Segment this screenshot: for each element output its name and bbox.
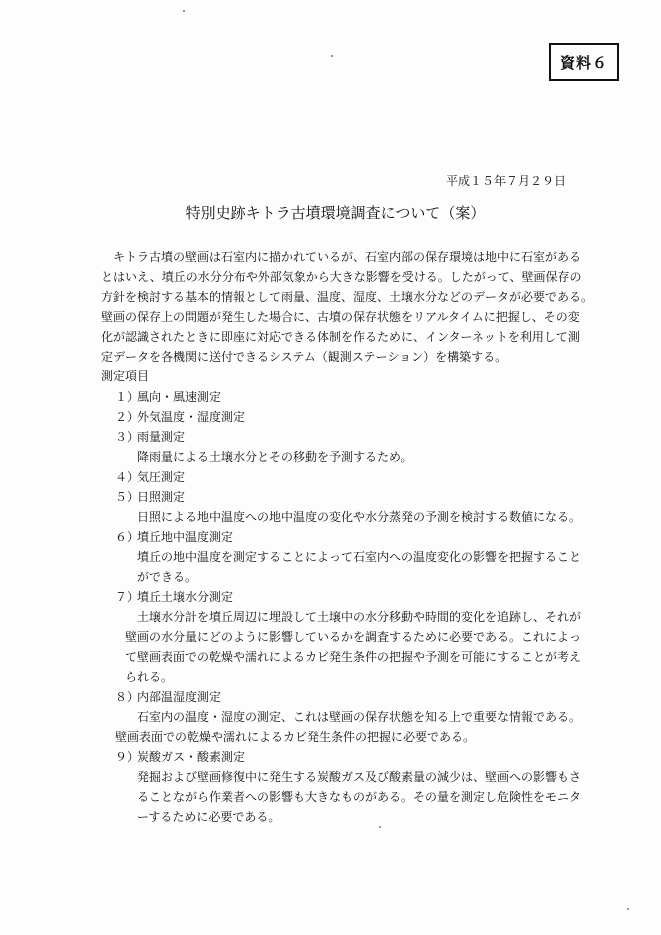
intro-line: 化が認識されたときに即座に対応できる体制を作るために、インターネットを利用して測 [101, 330, 580, 344]
intro-line: 方針を検討する基本的情報として雨量、温度、湿度、土壌水分などのデータが必要である。 [101, 290, 594, 304]
item-name: 炭酸ガス・酸素測定 [137, 750, 246, 764]
item-name: 墳丘土壌水分測定 [137, 590, 234, 604]
reference-label-box: 資料６ [549, 43, 619, 81]
measurement-items-heading: 測定項目 [101, 369, 150, 383]
scan-speck [331, 55, 333, 57]
item-name: 内部温湿度測定 [137, 690, 222, 704]
item-description-line: 降雨量による土壌水分とその移動を予測するため。 [137, 450, 413, 464]
item-number: ４） [115, 470, 140, 484]
item-heading [101, 687, 581, 707]
item-heading [101, 467, 581, 487]
item-heading [101, 487, 581, 507]
document-title: 特別史跡キトラ古墳環境調査について（案） [185, 204, 486, 222]
item-description-line: られる。 [125, 670, 174, 684]
item-name: 墳丘地中温度測定 [137, 530, 234, 544]
intro-line: 定データを各機関に送付できるシステム（観測ステーション）を構築する。 [101, 350, 508, 364]
item-description-line: 石室内の温度・湿度の測定、これは壁画の保存状態を知る上で重要な情報である。 [137, 710, 582, 724]
item-number: ３） [115, 430, 140, 444]
intro-line: 壁画の保存上の問題が発生した場合に、古墳の保存状態をリアルタイムに把握し、その変 [101, 310, 580, 324]
item-name: 風向・風速測定 [137, 390, 222, 404]
item-description-line: 壁画表面での乾燥や濡れによるカビ発生条件の把握に必要である。 [115, 730, 476, 744]
item-description-line: ができる。 [137, 570, 198, 584]
item-heading [101, 407, 581, 427]
scan-speck [627, 908, 629, 910]
measurement-items-list [101, 387, 581, 827]
item-number: ２） [115, 410, 140, 424]
intro-paragraph [101, 247, 594, 367]
item-heading [101, 527, 581, 547]
item-heading [101, 587, 581, 607]
scan-speck [183, 10, 185, 12]
item-description-line: 土壌水分計を墳丘周辺に埋設して土壌中の水分移動や時間的変化を追跡し、それが [137, 610, 582, 624]
item-heading [101, 387, 581, 407]
item-description-line: ーするために必要である。 [137, 810, 281, 824]
item-description-line: ることながら作業者への影響も大きなものがある。その量を測定し危険性をモニタ [137, 790, 582, 804]
item-number: ６） [115, 530, 140, 544]
item-heading [101, 747, 581, 767]
item-number: ５） [115, 490, 140, 504]
item-description-line: 日照による地中温度への地中温度の変化や水分蒸発の予測を検討する数値になる。 [137, 510, 582, 524]
item-description-line: 墳丘の地中温度を測定することによって石室内への温度変化の影響を把握すること [137, 550, 582, 564]
item-number: １） [115, 390, 140, 404]
item-heading [101, 427, 581, 447]
item-description-line: て壁画表面での乾燥や濡れによるカビ発生条件の把握や予測を可能にすることが考え [125, 650, 582, 664]
item-description-line: 壁画の水分量にどのように影響しているかを調査するために必要である。これによっ [125, 630, 582, 644]
item-name: 雨量測定 [137, 430, 186, 444]
item-name: 気圧測定 [137, 470, 186, 484]
item-description-line: 発掘および壁画修復中に発生する炭酸ガス及び酸素量の減少は、壁画への影響もさ [137, 770, 582, 784]
scan-speck [379, 826, 381, 828]
intro-line: とはいえ、墳丘の水分分布や外部気象から大きな影響を受ける。したがって、壁画保存の [101, 270, 582, 284]
item-number: ７） [115, 590, 140, 604]
item-name: 外気温度・湿度測定 [137, 410, 246, 424]
item-name: 日照測定 [137, 490, 186, 504]
item-number: ９） [115, 750, 140, 764]
item-number: ８） [115, 690, 140, 704]
document-date: 平成１５年７月２９日 [445, 174, 566, 188]
intro-line: キトラ古墳の壁画は石室内に描かれているが、石室内部の保存環境は地中に石室がある [113, 250, 582, 264]
